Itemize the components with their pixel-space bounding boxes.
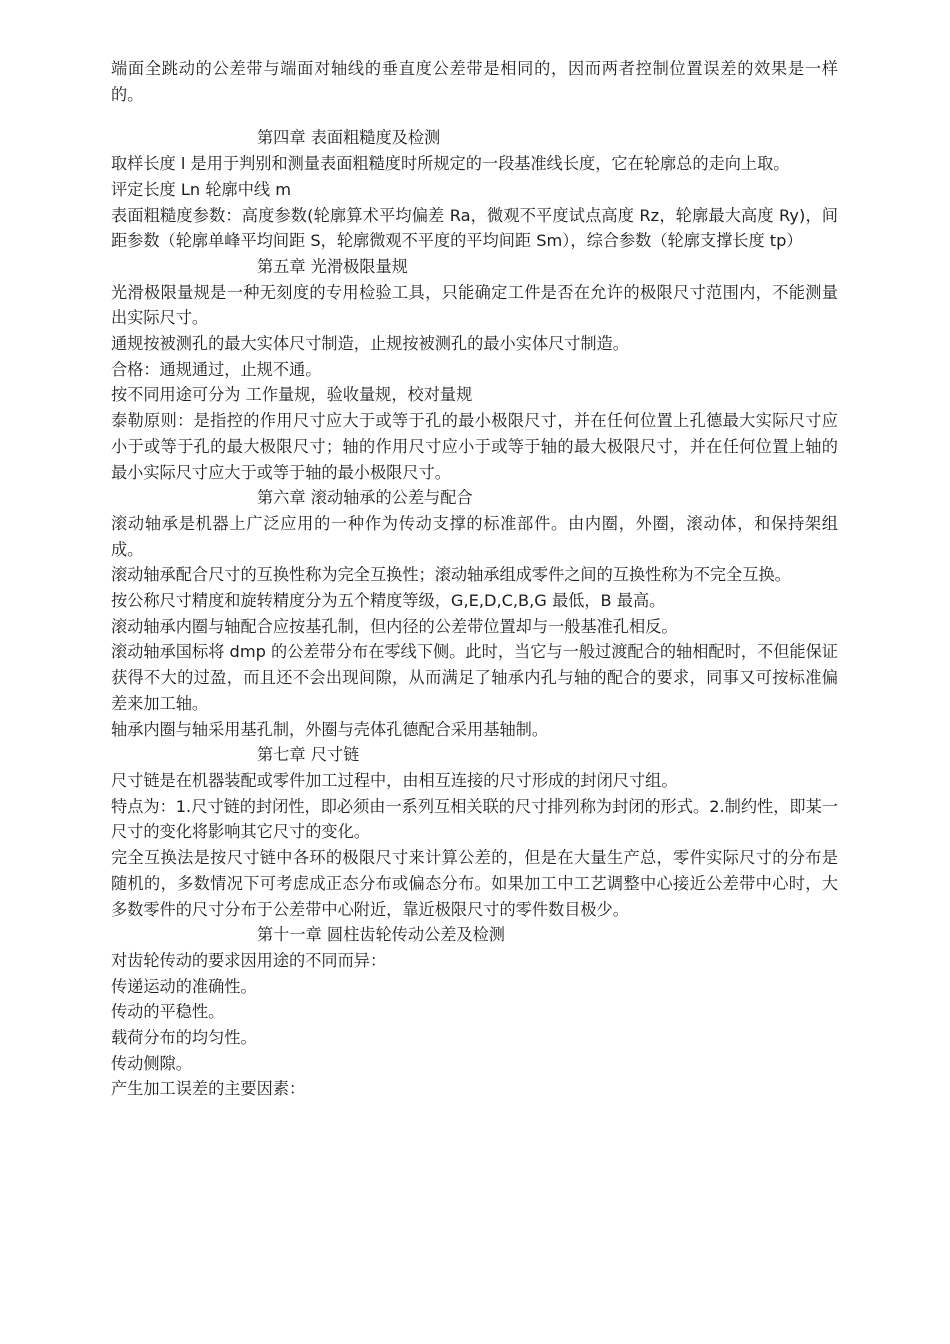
- paragraph: 滚动轴承内圈与轴配合应按基孔制，但内径的公差带位置却与一般基准孔相反。: [111, 616, 678, 636]
- paragraph: 特点为：1.尺寸链的封闭性，即必须由一系列互相关联的尺寸排列称为封闭的形式。2.制约性，即某一尺寸的变化将影响其它尺寸的变化。: [111, 796, 838, 842]
- paragraph: 按不同用途可分为 工作量规，验收量规，校对量规: [111, 385, 473, 405]
- paragraph: 评定长度 Ln 轮廓中线 m: [111, 179, 291, 199]
- list-item: 传递运动的准确性。: [111, 976, 257, 996]
- chapter-heading: 第五章 光滑极限量规: [257, 256, 408, 276]
- chapter-heading: 第十一章 圆柱齿轮传动公差及检测: [257, 925, 505, 945]
- chapter-heading: 第四章 表面粗糙度及检测: [257, 128, 441, 148]
- paragraph: 取样长度 l 是用于判别和测量表面粗糙度时所规定的一段基准线长度，它在轮廓总的走向上取。: [111, 154, 790, 174]
- paragraph: 端面全跳动的公差带与端面对轴线的垂直度公差带是相同的，因而两者控制位置误差的效果是一样的。: [111, 59, 838, 104]
- paragraph: 产生加工误差的主要因素：: [111, 1079, 306, 1099]
- paragraph: 合格：通规通过，止规不通。: [111, 359, 322, 379]
- paragraph: 泰勒原则：是指控的作用尺寸应大于或等于孔的最小极限尺寸，并在任何位置上孔德最大实际尺寸应小于或等于孔的最大极限尺寸；轴的作用尺寸应小于或等于轴的最大极限尺寸，并在任何位置上轴的最小实际尺寸应大于或等于轴的最小极限尺寸。: [111, 411, 838, 482]
- paragraph: 完全互换法是按尺寸链中各环的极限尺寸来计算公差的，但是在大量生产总，零件实际尺寸的分布是随机的，多数情况下可考虑成正态分布或偏态分布。如果加工中工艺调整中心接近公差带中心时，大多数零件的尺寸分布于公差带中心附近，靠近极限尺寸的零件数目极少。: [111, 848, 838, 919]
- chapter-heading: 第六章 滚动轴承的公差与配合: [257, 488, 473, 508]
- chapter-heading: 第七章 尺寸链: [257, 745, 360, 765]
- list-item: 传动的平稳性。: [111, 1002, 225, 1022]
- paragraph: 滚动轴承国标将 dmp 的公差带分布在零线下侧。此时，当它与一般过渡配合的轴相配时，不但能保证获得不大的过盈，而且还不会出现间隙，从而满足了轴承内孔与轴的配合的要求，同事又可按标准偏差来加工轴。: [111, 642, 838, 713]
- paragraph: 光滑极限量规是一种无刻度的专用检验工具，只能确定工件是否在允许的极限尺寸范围内，不能测量出实际尺寸。: [111, 282, 838, 328]
- paragraph: 尺寸链是在机器装配或零件加工过程中，由相互连接的尺寸形成的封闭尺寸组。: [111, 770, 678, 790]
- paragraph-spacer: [111, 107, 838, 125]
- document-page: [111, 56, 838, 1102]
- list-item: 传动侧隙。: [111, 1053, 192, 1073]
- paragraph: 表面粗糙度参数：高度参数(轮廓算术平均偏差 Ra，微观不平度试点高度 Rz，轮廓最大高度 Ry)，间距参数（轮廓单峰平均间距 S，轮廓微观不平度的平均间距 Sm），综合参数（轮廓支撑长度 tp）: [111, 205, 838, 251]
- paragraph: 按公称尺寸精度和旋转精度分为五个精度等级，G,E,D,C,B,G 最低，B 最高。: [111, 591, 666, 611]
- paragraph: 滚动轴承配合尺寸的互换性称为完全互换性；滚动轴承组成零件之间的互换性称为不完全互换。: [111, 565, 791, 585]
- paragraph: 轴承内圈与轴采用基孔制，外圈与壳体孔德配合采用基轴制。: [111, 719, 549, 739]
- paragraph: 滚动轴承是机器上广泛应用的一种作为传动支撑的标准部件。由内圈，外圈，滚动体，和保持架组成。: [111, 513, 838, 559]
- paragraph: 对齿轮传动的要求因用途的不同而异：: [111, 950, 387, 970]
- list-item: 载荷分布的均匀性。: [111, 1028, 257, 1048]
- paragraph: 通规按被测孔的最大实体尺寸制造，止规按被测孔的最小实体尺寸制造。: [111, 334, 629, 354]
